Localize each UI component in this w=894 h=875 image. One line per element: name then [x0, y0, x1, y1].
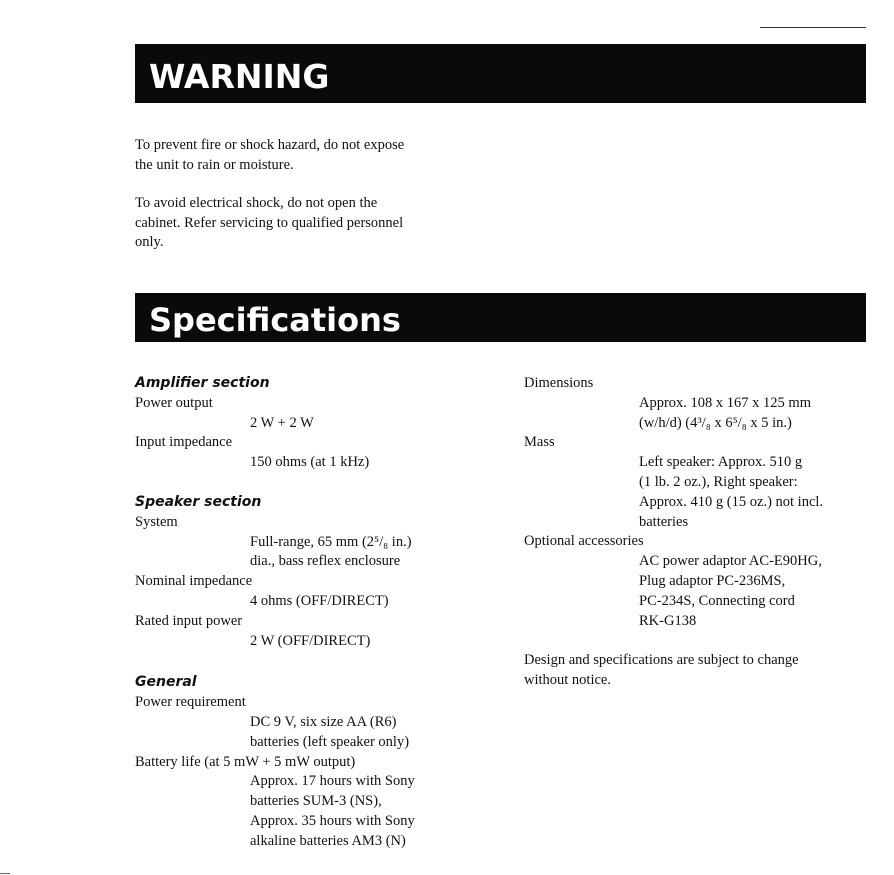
warning-title: WARNING	[149, 57, 330, 96]
dimensions-value-line-2: (w/h/d) (4³/₈ x 6⁵/₈ x 5 in.)	[639, 414, 792, 431]
accessories-value-line-1: AC power adaptor AC-E90HG,	[639, 553, 822, 570]
top-rule	[760, 27, 866, 28]
battery-life-value-line-1: Approx. 17 hours with Sony	[250, 773, 415, 790]
text-line: To avoid electrical shock, do not open the	[135, 195, 378, 211]
spec-right-column	[524, 374, 869, 691]
input-impedance-value: 150 ohms (at 1 kHz)	[250, 454, 370, 471]
spacer	[135, 473, 465, 493]
text-line: the unit to rain or moisture.	[135, 156, 294, 173]
rated-input-label: Rated input power	[135, 612, 243, 629]
power-requirement-label: Power requirement	[135, 694, 246, 711]
warning-banner	[135, 44, 866, 103]
speaker-section-heading: Speaker section	[135, 493, 262, 510]
power-output-value: 2 W + 2 W	[250, 414, 314, 431]
text-line: without notice.	[524, 672, 611, 689]
nominal-impedance-label: Nominal impedance	[135, 573, 253, 590]
system-value-line-1: Full-range, 65 mm (2⁵/₈ in.)	[250, 533, 412, 550]
crop-mark	[0, 873, 10, 874]
warning-paragraph-1	[135, 136, 480, 175]
battery-life-value-line-4: alkaline batteries AM3 (N)	[250, 832, 406, 849]
warning-paragraph-2	[135, 194, 480, 253]
mass-label: Mass	[524, 434, 555, 451]
mass-value-line-3: Approx. 410 g (15 oz.) not incl.	[639, 493, 824, 510]
battery-life-label: Battery life (at 5 mW + 5 mW output)	[135, 753, 356, 770]
nominal-impedance-value: 4 ohms (OFF/DIRECT)	[250, 592, 389, 609]
power-requirement-value-line-1: DC 9 V, six size AA (R6)	[250, 713, 397, 730]
battery-life-value-line-3: Approx. 35 hours with Sony	[250, 812, 415, 829]
text-line: only.	[135, 234, 164, 250]
spec-left-column	[135, 374, 465, 852]
amplifier-section-heading: Amplifier section	[135, 375, 270, 391]
dimensions-value-line-1: Approx. 108 x 167 x 125 mm	[639, 394, 811, 411]
spacer	[135, 651, 465, 673]
text-line: To prevent fire or shock hazard, do not expose	[135, 137, 405, 153]
text-line: cabinet. Refer servicing to qualified personnel	[135, 214, 404, 231]
power-requirement-value-line-2: batteries (left speaker only)	[250, 733, 410, 750]
power-output-label: Power output	[135, 394, 213, 411]
rated-input-value: 2 W (OFF/DIRECT)	[250, 632, 371, 649]
system-label: System	[135, 513, 178, 530]
mass-value-line-2: (1 lb. 2 oz.), Right speaker:	[639, 473, 798, 490]
battery-life-value-line-2: batteries SUM-3 (NS),	[250, 793, 382, 810]
accessories-value-line-2: Plug adaptor PC-236MS,	[639, 572, 786, 589]
accessories-label: Optional accessories	[524, 533, 644, 550]
design-note	[524, 651, 869, 691]
accessories-value-line-4: RK-G138	[639, 612, 697, 629]
general-section-heading: General	[135, 674, 197, 691]
mass-value-line-1: Left speaker: Approx. 510 g	[639, 454, 803, 471]
specifications-title: Specifications	[149, 301, 401, 339]
input-impedance-label: Input impedance	[135, 434, 233, 451]
mass-value-line-4: batteries	[639, 513, 689, 530]
system-value-line-2: dia., bass reflex enclosure	[250, 553, 401, 570]
dimensions-label: Dimensions	[524, 375, 594, 391]
specifications-banner	[135, 293, 866, 342]
accessories-value-line-3: PC-234S, Connecting cord	[639, 592, 795, 609]
text-line: Design and specifications are subject to change	[524, 652, 799, 669]
